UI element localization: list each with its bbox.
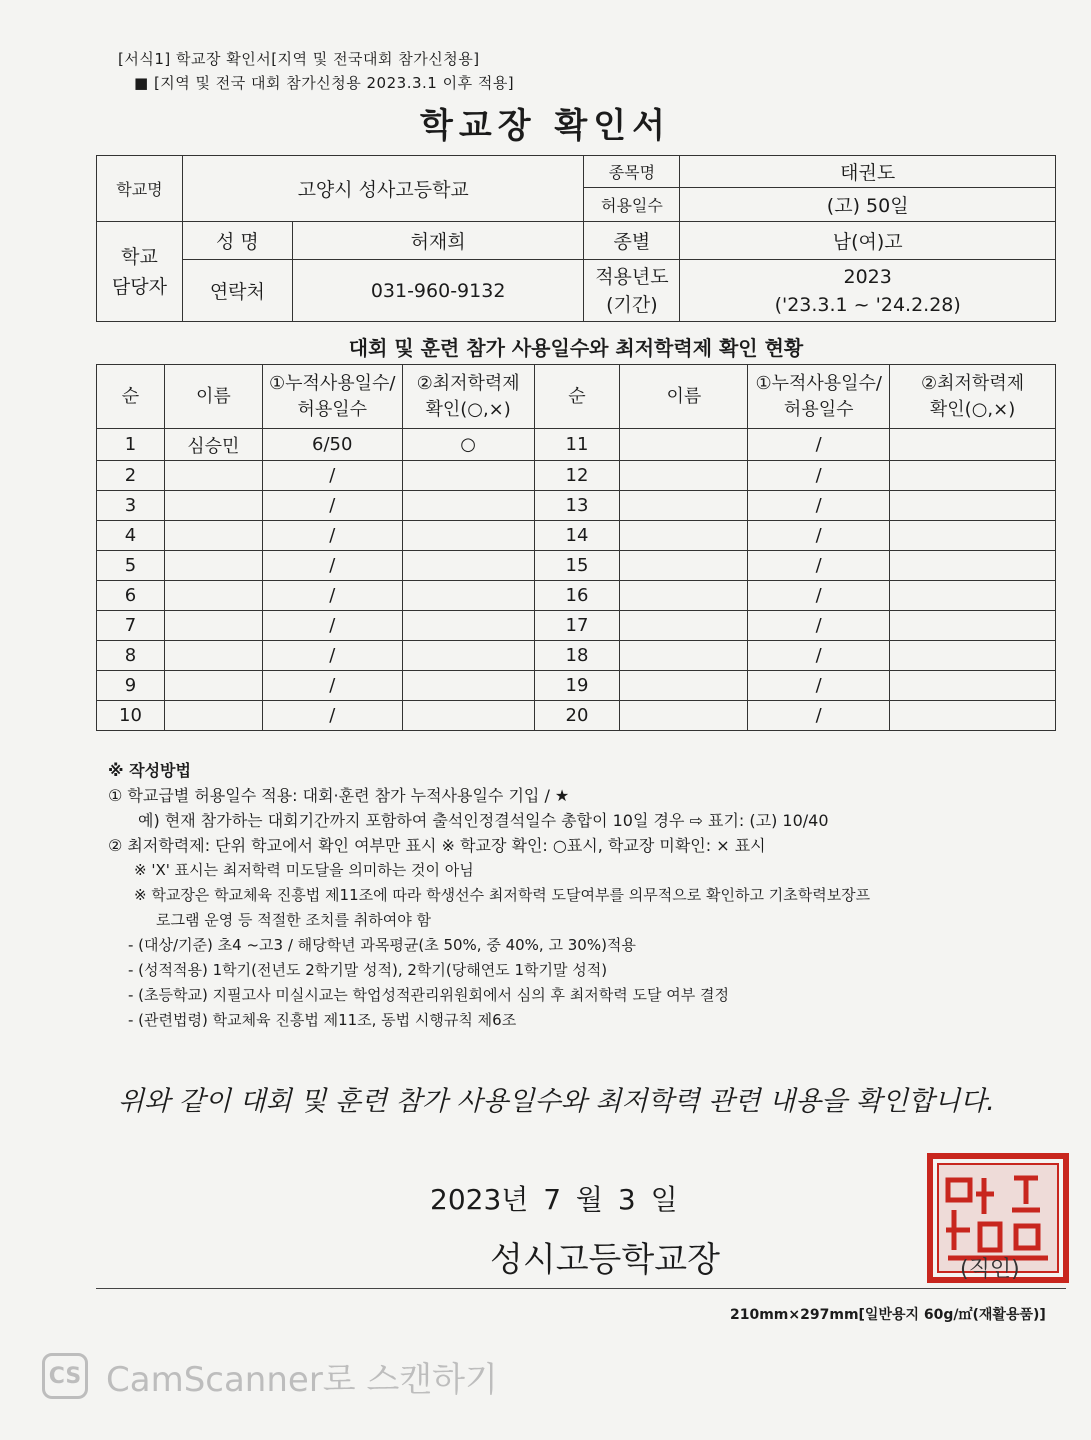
header-cell: ①누적사용일수/ 허용일수 xyxy=(262,365,402,429)
table-cell: / xyxy=(262,671,402,701)
table-cell xyxy=(402,611,534,641)
table-cell: / xyxy=(748,701,890,731)
table-cell: 3 xyxy=(97,491,165,521)
table-cell: 2 xyxy=(97,461,165,491)
allowed-days-value: (고) 50일 xyxy=(680,188,1056,222)
note-sub-b-cont: 로그램 운영 등 적절한 조치를 취하여야 함 xyxy=(156,911,431,929)
school-name-value: 고양시 성사고등학교 xyxy=(182,156,584,222)
table-cell xyxy=(402,671,534,701)
table-cell: / xyxy=(262,551,402,581)
table-cell xyxy=(402,461,534,491)
contact-value: 031-960-9132 xyxy=(292,260,584,322)
table-cell: 18 xyxy=(534,641,620,671)
table-cell xyxy=(164,551,262,581)
table-cell xyxy=(164,701,262,731)
table-cell xyxy=(620,429,748,461)
table-cell xyxy=(620,581,748,611)
header-cell: ①누적사용일수/ 허용일수 xyxy=(748,365,890,429)
table-cell xyxy=(164,491,262,521)
header-cell: 이름 xyxy=(164,365,262,429)
table-cell xyxy=(164,521,262,551)
form-type-line: [서식1] 학교장 확인서[지역 및 전국대회 참가신청용] xyxy=(118,50,480,68)
table-cell: 6/50 xyxy=(262,429,402,461)
table-cell: 7 xyxy=(97,611,165,641)
note-sub-a: ※ 'X' 표시는 최저학력 미도달을 의미하는 것이 아님 xyxy=(134,861,474,879)
instructions-heading: ※ 작성방법 xyxy=(108,761,191,780)
table-cell: / xyxy=(262,521,402,551)
table-cell: 20 xyxy=(534,701,620,731)
table-cell: 9 xyxy=(97,671,165,701)
table-cell: 4 xyxy=(97,521,165,551)
table-row xyxy=(97,581,1056,611)
table-cell xyxy=(890,701,1056,731)
table-cell: / xyxy=(748,491,890,521)
table-cell xyxy=(620,641,748,671)
sport-label: 종목명 xyxy=(584,156,680,188)
table-row xyxy=(97,551,1056,581)
note-example: 예) 현재 참가하는 대회기간까지 포함하여 출석인정결석일수 총합이 10일 경우 ⇨ 표기: (고) 10/40 xyxy=(138,811,829,830)
table-cell xyxy=(620,461,748,491)
table-cell: / xyxy=(262,581,402,611)
participation-table xyxy=(96,364,1056,731)
table-subtitle: 대회 및 훈련 참가 사용일수와 최저학력제 확인 현황 xyxy=(348,336,804,360)
table-row xyxy=(97,611,1056,641)
table-cell xyxy=(620,551,748,581)
confirmation-statement: 위와 같이 대회 및 훈련 참가 사용일수와 최저학력 관련 내용을 확인합니다. xyxy=(118,1086,995,1117)
header-cell: ②최저학력제 확인(○,×) xyxy=(402,365,534,429)
table-cell: 14 xyxy=(534,521,620,551)
table-cell: 19 xyxy=(534,671,620,701)
allowed-days-label: 허용일수 xyxy=(584,188,680,222)
table-cell: 17 xyxy=(534,611,620,641)
table-cell xyxy=(890,641,1056,671)
note-item-2: ② 최저학력제: 단위 학교에서 확인 여부만 표시 ※ 학교장 확인: ○표시, 학교장 미확인: × 표시 xyxy=(108,836,766,855)
table-cell xyxy=(890,429,1056,461)
header-cell: ②최저학력제 확인(○,×) xyxy=(890,365,1056,429)
table-cell: 11 xyxy=(534,429,620,461)
table-cell: / xyxy=(748,611,890,641)
name-value: 허재희 xyxy=(292,222,584,260)
table-cell: / xyxy=(748,641,890,671)
table-cell: 심승민 xyxy=(164,429,262,461)
table-row xyxy=(97,521,1056,551)
table-cell xyxy=(402,491,534,521)
table-cell: / xyxy=(748,429,890,461)
table-cell: / xyxy=(748,551,890,581)
table-cell xyxy=(164,581,262,611)
table-cell xyxy=(620,521,748,551)
header-cell: 순 xyxy=(534,365,620,429)
apply-year-value: 2023 ('23.3.1 ~ '24.2.28) xyxy=(680,260,1056,322)
header-cell: 순 xyxy=(97,365,165,429)
camscanner-logo-icon: CS xyxy=(42,1353,88,1399)
table-cell xyxy=(164,611,262,641)
table-cell xyxy=(164,671,262,701)
table-cell xyxy=(620,671,748,701)
table-cell: 15 xyxy=(534,551,620,581)
table-cell xyxy=(890,611,1056,641)
table-row xyxy=(97,671,1056,701)
table-cell: 1 xyxy=(97,429,165,461)
principal-title: 성시고등학교장 xyxy=(490,1240,720,1280)
table-cell xyxy=(890,551,1056,581)
table-cell: 13 xyxy=(534,491,620,521)
table-row xyxy=(97,491,1056,521)
table-cell xyxy=(402,581,534,611)
name-label: 성 명 xyxy=(182,222,292,260)
table-cell: / xyxy=(748,581,890,611)
table-cell xyxy=(890,461,1056,491)
table-cell: / xyxy=(262,461,402,491)
school-info-table xyxy=(96,155,1056,322)
table-cell: 6 xyxy=(97,581,165,611)
note-dash-4: - (관련법령) 학교체육 진흥법 제11조, 동법 시행규칙 제6조 xyxy=(128,1011,517,1029)
table-cell xyxy=(620,611,748,641)
seal-label: (직인) xyxy=(960,1257,1020,1282)
table-cell xyxy=(402,701,534,731)
table-cell xyxy=(402,551,534,581)
camscanner-watermark xyxy=(42,1352,498,1400)
table-row xyxy=(97,641,1056,671)
table-cell: / xyxy=(262,701,402,731)
manager-label: 학교 담당자 xyxy=(97,222,183,322)
paper-spec: 210mm×297mm[일반용지 60g/㎡(재활용품)] xyxy=(730,1307,1046,1323)
table-cell: ○ xyxy=(402,429,534,461)
document-title: 학교장 확인서 xyxy=(420,106,671,146)
gender-value: 남(여)고 xyxy=(680,222,1056,260)
footer-divider xyxy=(96,1288,1066,1289)
table-cell xyxy=(402,641,534,671)
table-cell xyxy=(402,521,534,551)
table-cell xyxy=(620,491,748,521)
gender-label: 종별 xyxy=(584,222,680,260)
signing-date: 2023년 7 월 3 일 xyxy=(430,1183,678,1216)
camscanner-text: CamScanner로 스캔하기 xyxy=(106,1359,498,1400)
header-cell: 이름 xyxy=(620,365,748,429)
table-cell: / xyxy=(748,461,890,491)
table-cell: 5 xyxy=(97,551,165,581)
table-cell: 10 xyxy=(97,701,165,731)
table-cell xyxy=(164,461,262,491)
table-cell: 8 xyxy=(97,641,165,671)
table-cell: 16 xyxy=(534,581,620,611)
table-row xyxy=(97,461,1056,491)
table-cell xyxy=(890,491,1056,521)
table-cell: / xyxy=(748,521,890,551)
table-cell: / xyxy=(262,491,402,521)
note-dash-3: - (초등학교) 지필고사 미실시교는 학업성적관리위원회에서 심의 후 최저학력 도달 여부 결정 xyxy=(128,986,729,1004)
note-item-1: ① 학교급별 허용일수 적용: 대회·훈련 참가 누적사용일수 기입 / ★ xyxy=(108,786,570,805)
table-cell xyxy=(890,521,1056,551)
sport-value: 태권도 xyxy=(680,156,1056,188)
table-cell: / xyxy=(748,671,890,701)
table-cell xyxy=(164,641,262,671)
instructions xyxy=(108,758,870,1033)
apply-year-label: 적용년도 (기간) xyxy=(584,260,680,322)
table-cell xyxy=(620,701,748,731)
school-name-label: 학교명 xyxy=(97,156,183,222)
note-dash-1: - (대상/기준) 초4 ~고3 / 해당학년 과목평균(초 50%, 중 40%, 고 30%)적용 xyxy=(128,936,636,954)
table-row xyxy=(97,429,1056,461)
note-sub-b: ※ 학교장은 학교체육 진흥법 제11조에 따라 학생선수 최저학력 도달여부를 의무적으로 확인하고 기초학력보장프 xyxy=(134,886,871,904)
table-cell xyxy=(890,581,1056,611)
table-cell: / xyxy=(262,641,402,671)
table-cell xyxy=(890,671,1056,701)
table-cell: / xyxy=(262,611,402,641)
contact-label: 연락처 xyxy=(182,260,292,322)
note-dash-2: - (성적적용) 1학기(전년도 2학기말 성적), 2학기(당해연도 1학기말 성적) xyxy=(128,961,608,979)
form-scope-line: ■ [지역 및 전국 대회 참가신청용 2023.3.1 이후 적용] xyxy=(134,74,515,92)
table-cell: 12 xyxy=(534,461,620,491)
table-row xyxy=(97,701,1056,731)
